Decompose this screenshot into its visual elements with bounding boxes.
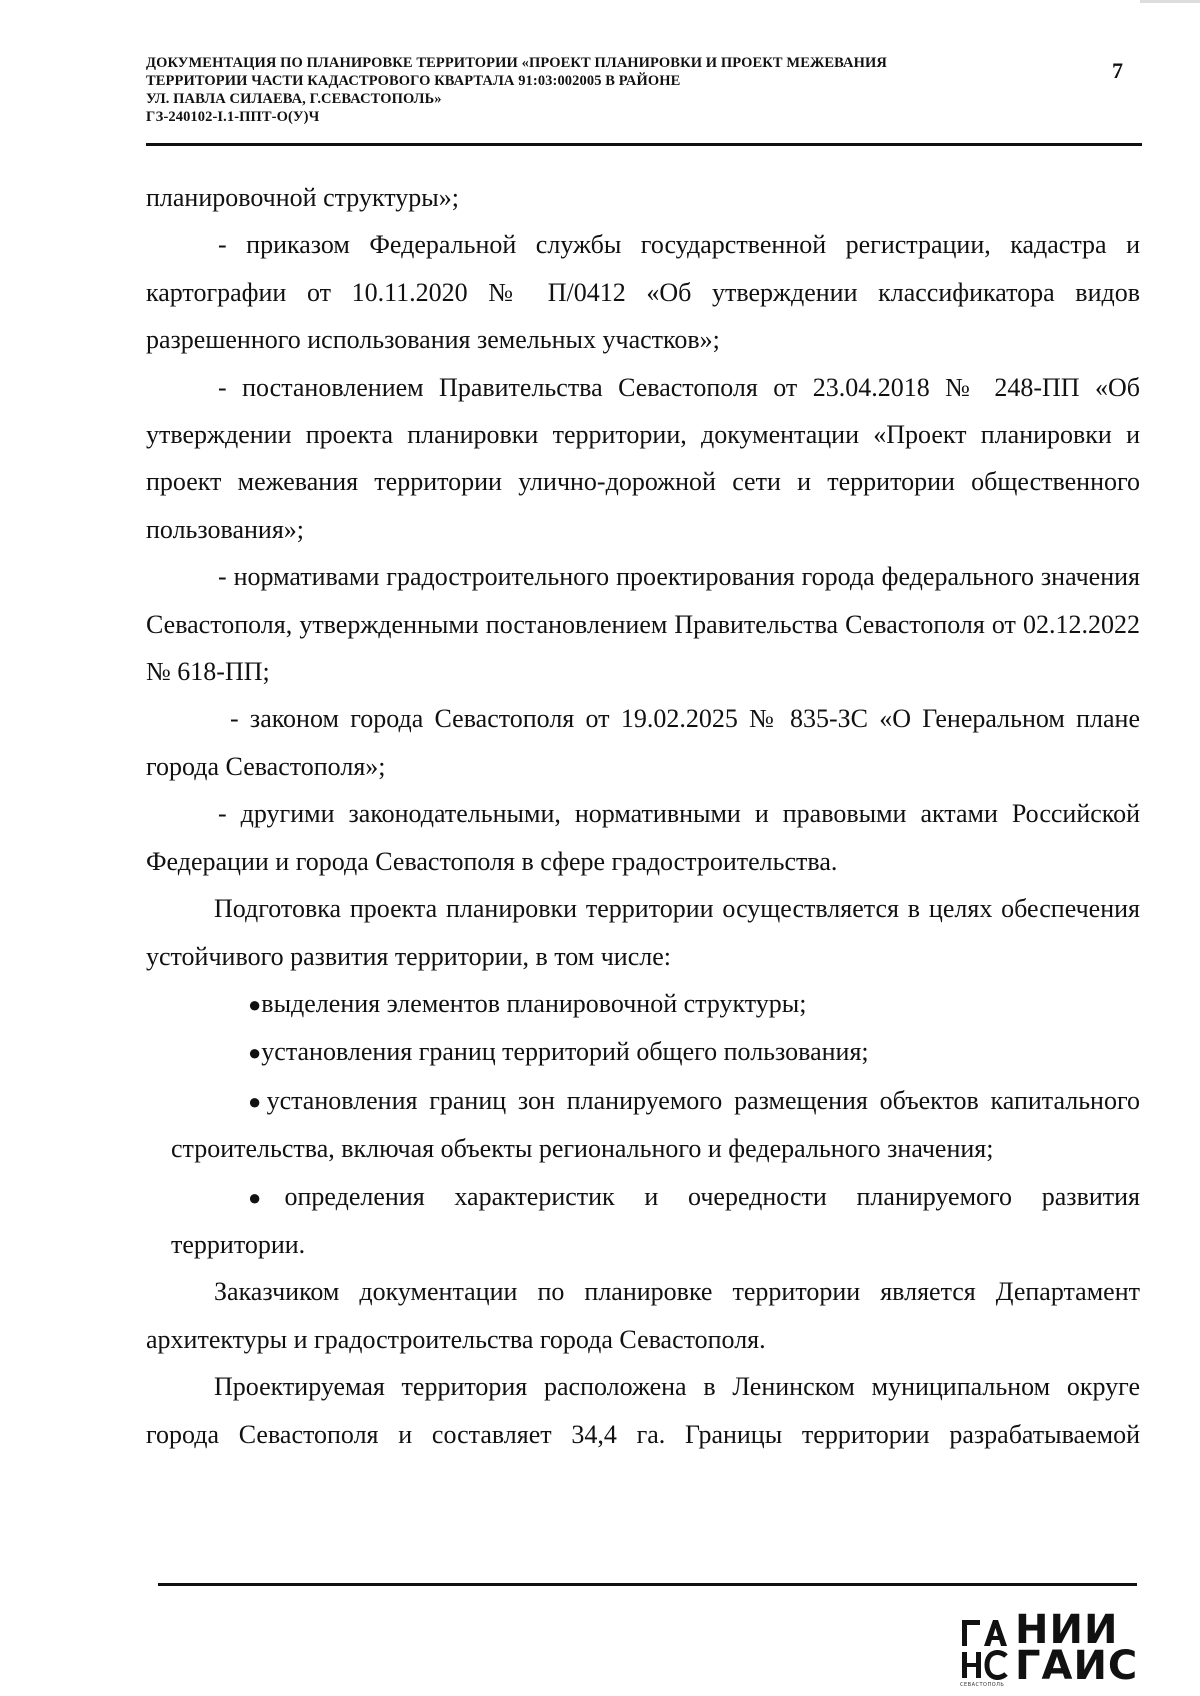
- bullet-item: ●установления границ территорий общего пользования;: [248, 1037, 869, 1067]
- header-line-1: ДОКУМЕНТАЦИЯ ПО ПЛАНИРОВКЕ ТЕРРИТОРИИ «ПРОЕКТ ПЛАНИРОВКИ И ПРОЕКТ МЕЖЕВАНИЯ: [146, 55, 887, 71]
- logo-line-1: НИИ: [1015, 1607, 1119, 1653]
- logo-mark-icon: [960, 1614, 1008, 1684]
- bullet-icon: ●: [248, 1088, 267, 1114]
- paragraph-resolution-248: - постановлением Правительства Севастополя от 23.04.2018 № 248-ПП «Об утверждении проекта планировки территории, документации «Проект планировки и проект межевания территории улично-дорожной сети и территории общественного пользования»;: [146, 372, 1140, 544]
- header-line-4: ГЗ-240102-I.1-ППТ-О(У)Ч: [146, 109, 320, 125]
- niigais-logo: [960, 1607, 1140, 1690]
- header-line-2: ТЕРРИТОРИИ ЧАСТИ КАДАСТРОВОГО КВАРТАЛА 91:03:002005 В РАЙОНЕ: [146, 73, 681, 89]
- logo-caption: СЕВАСТОПОЛЬ: [960, 1682, 1005, 1688]
- bullet-icon: ●: [248, 1040, 262, 1066]
- page-number: 7: [1112, 58, 1123, 83]
- document-body: [146, 174, 1140, 1458]
- paragraph-other-acts: - другими законодательными, нормативными и правовыми актами Российской Федерации и города Севастополя в сфере градостроительства.: [146, 799, 1140, 876]
- footer-rule: [158, 1583, 1137, 1586]
- header-rule: [146, 143, 1142, 146]
- paragraph-law-835: - законом города Севастополя от 19.02.2025 № 835-ЗС «О Генеральном плане города Севастополя»;: [146, 704, 1140, 781]
- bullet-icon: ●: [248, 1184, 285, 1210]
- bullet-item: ●установления границ зон планируемого размещения объектов капитального строительства, включая объекты регионального и федерального значения;: [171, 1085, 1140, 1164]
- scan-artifact: [1140, 0, 1200, 3]
- paragraph-customer: Заказчиком документации по планировке территории является Департамент архитектуры и градостроительства города Севастополя.: [146, 1277, 1140, 1354]
- page-header: [146, 54, 1046, 126]
- paragraph-order-rosreestr: - приказом Федеральной службы государственной регистрации, кадастра и картографии от 10.11.2020 № П/0412 «Об утверждении классификатора видов разрешенного использования земельных участков»;: [146, 230, 1140, 355]
- header-line-3: УЛ. ПАВЛА СИЛАЕВА, Г.СЕВАСТОПОЛЬ»: [146, 91, 442, 107]
- logo-line-2: ГАИС: [1015, 1643, 1139, 1689]
- paragraph-continuation: планировочной структуры»;: [146, 183, 459, 212]
- bullet-item: ●выделения элементов планировочной структуры;: [248, 988, 807, 1018]
- bullet-icon: ●: [248, 991, 262, 1017]
- bullet-item: ●определения характеристик и очередности планируемого развития территории.: [171, 1181, 1140, 1259]
- paragraph-purpose: Подготовка проекта планировки территории осуществляется в целях обеспечения устойчивого развития территории, в том числе:: [146, 894, 1140, 971]
- paragraph-norms: - нормативами градостроительного проектирования города федерального значения Севастополя, утвержденными постановлением Правительства Севастополя от 02.12.2022 № 618-ПП;: [146, 562, 1140, 687]
- paragraph-territory: Проектируемая территория расположена в Ленинском муниципальном округе города Севастополя и составляет 34,4 га. Границы территории разрабатываемой: [146, 1372, 1140, 1449]
